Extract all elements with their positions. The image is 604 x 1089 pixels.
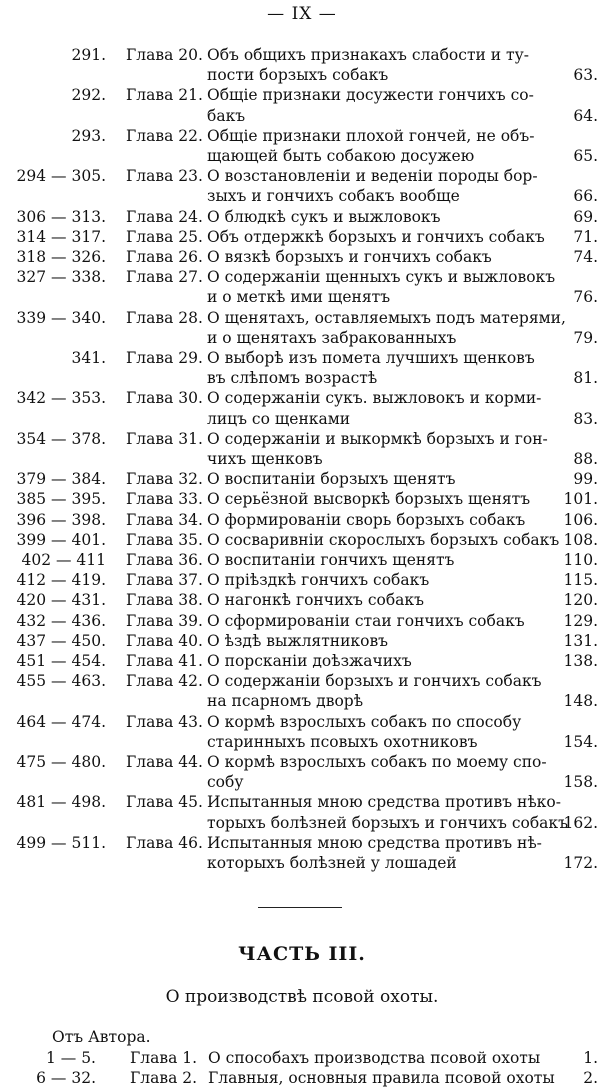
chapter-title-line: О прiѣздкѣ гончихъ собакъ (207, 571, 430, 590)
chapter-number: Глава 41. (126, 652, 203, 670)
chapter-number: Глава 23. (126, 167, 203, 186)
section-range: 481 — 498. (16, 793, 106, 812)
chapter-number: Глава 44. (126, 753, 203, 771)
chapter-title-line: Объ отдержкѣ борзыхъ и гончихъ собакъ (207, 227, 545, 246)
toc-entry (0, 166, 604, 206)
page-number: 154. (563, 732, 598, 751)
section-range: 396 — 398. (16, 510, 106, 529)
section-range: 6 — 32. (36, 1069, 96, 1088)
chapter-number: Глава 24. (126, 207, 203, 226)
chapter-title-line: и о щенятахъ забракованныхъ (207, 328, 457, 347)
chapter-number: Глава 29. (126, 349, 203, 367)
chapter-title-line: Общiе признаки плохой гончей, не объ- (207, 126, 535, 145)
chapter-title-line: О содержанiи и выкормкѣ борзыхъ и гон- (207, 429, 548, 448)
chapter-number: Глава 28. (126, 308, 203, 327)
section-range: 499 — 511. (16, 833, 106, 852)
section-range: 455 — 463. (16, 672, 106, 691)
section-range: 293. (71, 126, 106, 145)
chapter-number: Глава 40. (126, 631, 203, 650)
chapter-title-line: О возстановленiи и веденiи породы бор- (207, 167, 538, 186)
chapter-title-line: О блюдкѣ сукъ и выжловокъ (207, 207, 441, 226)
section-range: 294 — 305. (16, 167, 106, 186)
page-number: 79. (573, 328, 598, 347)
chapter-title-line: лицъ со щенками (207, 409, 351, 428)
section-range: 475 — 480. (16, 753, 106, 771)
chapter-title-line: О выборѣ изъ помета лучшихъ щенковъ (207, 349, 535, 367)
section-range: 327 — 338. (16, 268, 106, 287)
page-number: 108. (563, 530, 598, 549)
section-divider (258, 907, 342, 908)
chapter-number: Глава 38. (126, 591, 203, 610)
page-number: 138. (563, 652, 598, 670)
author-preface: Отъ Автора. (52, 1028, 151, 1047)
chapter-number: Глава 22. (126, 126, 203, 145)
page-number: 148. (563, 692, 598, 711)
toc-entry (0, 1048, 604, 1068)
toc-entry (0, 227, 604, 247)
page-number: 110. (563, 551, 598, 569)
chapter-number: Глава 32. (126, 470, 203, 489)
chapter-title-line: О серьёзной высворкѣ борзыхъ щенятъ (207, 490, 531, 509)
chapter-title-line: О вязкѣ борзыхъ и гончихъ собакъ (207, 248, 492, 266)
page-number: 81. (573, 369, 598, 388)
chapter-title-line: въ слѣпомъ возрастѣ (207, 369, 378, 388)
chapter-number: Глава 25. (126, 227, 203, 246)
page-number: 69. (573, 207, 598, 226)
toc-entry (0, 207, 604, 227)
section-range: 432 — 436. (16, 611, 106, 630)
chapter-title-line: Испытанныя мною средства противъ нѣ- (207, 833, 542, 852)
section-range: 306 — 313. (16, 207, 106, 226)
toc-entry (0, 631, 604, 651)
part-subtitle: О производствѣ псовой охоты. (165, 987, 439, 1008)
chapter-title-line: пости борзыхъ собакъ (207, 66, 389, 85)
toc-entry (0, 267, 604, 307)
chapter-number: Глава 20. (126, 46, 203, 64)
chapter-title-line: О формированiи сворь борзыхъ собакъ (207, 510, 526, 529)
toc-entry (0, 833, 604, 873)
chapter-number: Глава 36. (126, 551, 203, 569)
chapter-number: Глава 1. (130, 1049, 198, 1068)
page-number: 63. (573, 66, 598, 85)
chapter-title-line: О сосваривнiи скорослыхъ борзыхъ собакъ (207, 530, 560, 549)
chapter-title-line: старинныхъ псовыхъ охотниковъ (207, 732, 478, 751)
toc-entry (0, 792, 604, 832)
section-range: 292. (71, 86, 106, 105)
page-number: 120. (563, 591, 598, 610)
toc-entry (0, 530, 604, 550)
chapter-title-line: О содержанiи сукъ. выжловокъ и корми- (207, 389, 542, 408)
chapter-title-line: О способахъ производства псовой охоты (208, 1049, 541, 1068)
chapter-title-line: О ѣздѣ выжлятниковъ (207, 631, 389, 650)
section-range: 464 — 474. (16, 712, 106, 731)
page-number: 115. (563, 571, 598, 590)
toc-entry (0, 308, 604, 348)
section-range: 1 — 5. (45, 1049, 96, 1068)
page-number: 83. (573, 409, 598, 428)
chapter-number: Глава 2. (130, 1069, 198, 1088)
page-number: 88. (573, 449, 598, 468)
chapter-title-line: бакъ (207, 106, 246, 125)
chapter-number: Глава 31. (126, 429, 203, 448)
section-range: 342 — 353. (16, 389, 106, 408)
chapter-number: Глава 27. (126, 268, 203, 287)
page-header: — IX — (267, 4, 337, 24)
chapter-title-line: Испытанныя мною средства противъ нѣко- (207, 793, 561, 812)
chapter-number: Глава 37. (126, 571, 203, 590)
chapter-number: Глава 33. (126, 490, 203, 509)
page-number: 66. (573, 187, 598, 206)
section-range: 291. (71, 46, 106, 64)
chapter-title-line: торыхъ болѣзней борзыхъ и гончихъ собакъ (207, 813, 568, 832)
page-number: 76. (573, 288, 598, 307)
chapter-title-line: О воспитанiи борзыхъ щенятъ (207, 470, 456, 489)
toc-entry (0, 651, 604, 671)
chapter-title-line: О содержанiи щенныхъ сукъ и выжловокъ (207, 268, 556, 287)
section-range: 437 — 450. (16, 631, 106, 650)
page-number: 65. (573, 146, 598, 165)
section-range: 379 — 384. (16, 470, 106, 489)
toc-entry (0, 752, 604, 792)
section-range: 451 — 454. (16, 652, 106, 670)
chapter-title-line: и о меткѣ ими щенятъ (207, 288, 391, 307)
toc-entry (0, 550, 604, 570)
toc-entry (0, 590, 604, 610)
chapter-title-line: О щенятахъ, оставляемыхъ подъ матерями, (207, 308, 566, 327)
section-range: 399 — 401. (16, 530, 106, 549)
toc-entry (0, 429, 604, 469)
section-range: 318 — 326. (16, 248, 106, 266)
toc-entry (0, 712, 604, 752)
toc-entry (0, 85, 604, 125)
section-range: 412 — 419. (16, 571, 106, 590)
chapter-number: Глава 46. (126, 833, 203, 852)
chapter-title-line: на псарномъ дворѣ (207, 692, 364, 711)
chapter-number: Глава 34. (126, 510, 203, 529)
chapter-number: Глава 42. (126, 672, 203, 691)
page-number: 64. (573, 106, 598, 125)
toc-entry (0, 469, 604, 489)
chapter-title-line: О сформированiи стаи гончихъ собакъ (207, 611, 525, 630)
part-title: ЧАСТЬ III. (238, 943, 366, 966)
chapter-title-line: собу (207, 773, 244, 792)
chapter-title-line: Общiе признаки досужести гончихъ со- (207, 86, 534, 105)
toc-entry (0, 247, 604, 267)
toc-entry (0, 489, 604, 509)
toc-entry (0, 126, 604, 166)
toc-entry (0, 45, 604, 85)
chapter-title-line: О кормѣ взрослыхъ собакъ по способу (207, 712, 522, 731)
chapter-number: Глава 30. (126, 389, 203, 408)
chapter-title-line: О нагонкѣ гончихъ собакъ (207, 591, 424, 610)
chapter-number: Глава 39. (126, 611, 203, 630)
page-number: 1. (583, 1049, 598, 1068)
page-number: 162. (563, 813, 598, 832)
toc-entry (0, 348, 604, 388)
section-range: 354 — 378. (16, 429, 106, 448)
page-number: 131. (563, 631, 598, 650)
chapter-title-line: Главныя, основныя правила псовой охоты (208, 1069, 555, 1088)
chapter-title-line: зыхъ и гончихъ собакъ вообще (207, 187, 460, 206)
toc-entry (0, 1068, 604, 1088)
chapter-title-line: щающей быть собакою досужею (207, 146, 475, 165)
chapter-title-line: О воспитанiи гончихъ щенятъ (207, 551, 455, 569)
chapter-title-line: которыхъ болѣзней у лошадей (207, 853, 457, 872)
section-range: 402 — 411 (21, 551, 106, 569)
page-number: 2. (583, 1069, 598, 1088)
section-range: 314 — 317. (16, 227, 106, 246)
page-number: 101. (563, 490, 598, 509)
chapter-title-line: О порсканiи доѣзжачихъ (207, 652, 412, 670)
page-number: 71. (573, 227, 598, 246)
page-number: 158. (563, 773, 598, 792)
chapter-number: Глава 26. (126, 248, 203, 266)
page-number: 129. (563, 611, 598, 630)
toc-entry (0, 671, 604, 711)
chapter-title-line: О содержанiи борзыхъ и гончихъ собакъ (207, 672, 542, 691)
chapter-number: Глава 21. (126, 86, 203, 105)
toc-entry (0, 570, 604, 590)
page-number: 74. (573, 248, 598, 266)
chapter-number: Глава 43. (126, 712, 203, 731)
chapter-title-line: чихъ щенковъ (207, 449, 323, 468)
page-number: 172. (563, 853, 598, 872)
section-range: 341. (71, 349, 106, 367)
toc-entry (0, 611, 604, 631)
page-number: 106. (563, 510, 598, 529)
chapter-number: Глава 45. (126, 793, 203, 812)
toc-entry (0, 510, 604, 530)
chapter-title-line: Объ общихъ признакахъ слабости и ту- (207, 46, 529, 64)
section-range: 420 — 431. (16, 591, 106, 610)
chapter-title-line: О кормѣ взрослыхъ собакъ по моему спо- (207, 753, 547, 771)
page-number: 99. (573, 470, 598, 489)
toc-entry (0, 388, 604, 428)
section-range: 385 — 395. (16, 490, 106, 509)
section-range: 339 — 340. (16, 308, 106, 327)
chapter-number: Глава 35. (126, 530, 203, 549)
